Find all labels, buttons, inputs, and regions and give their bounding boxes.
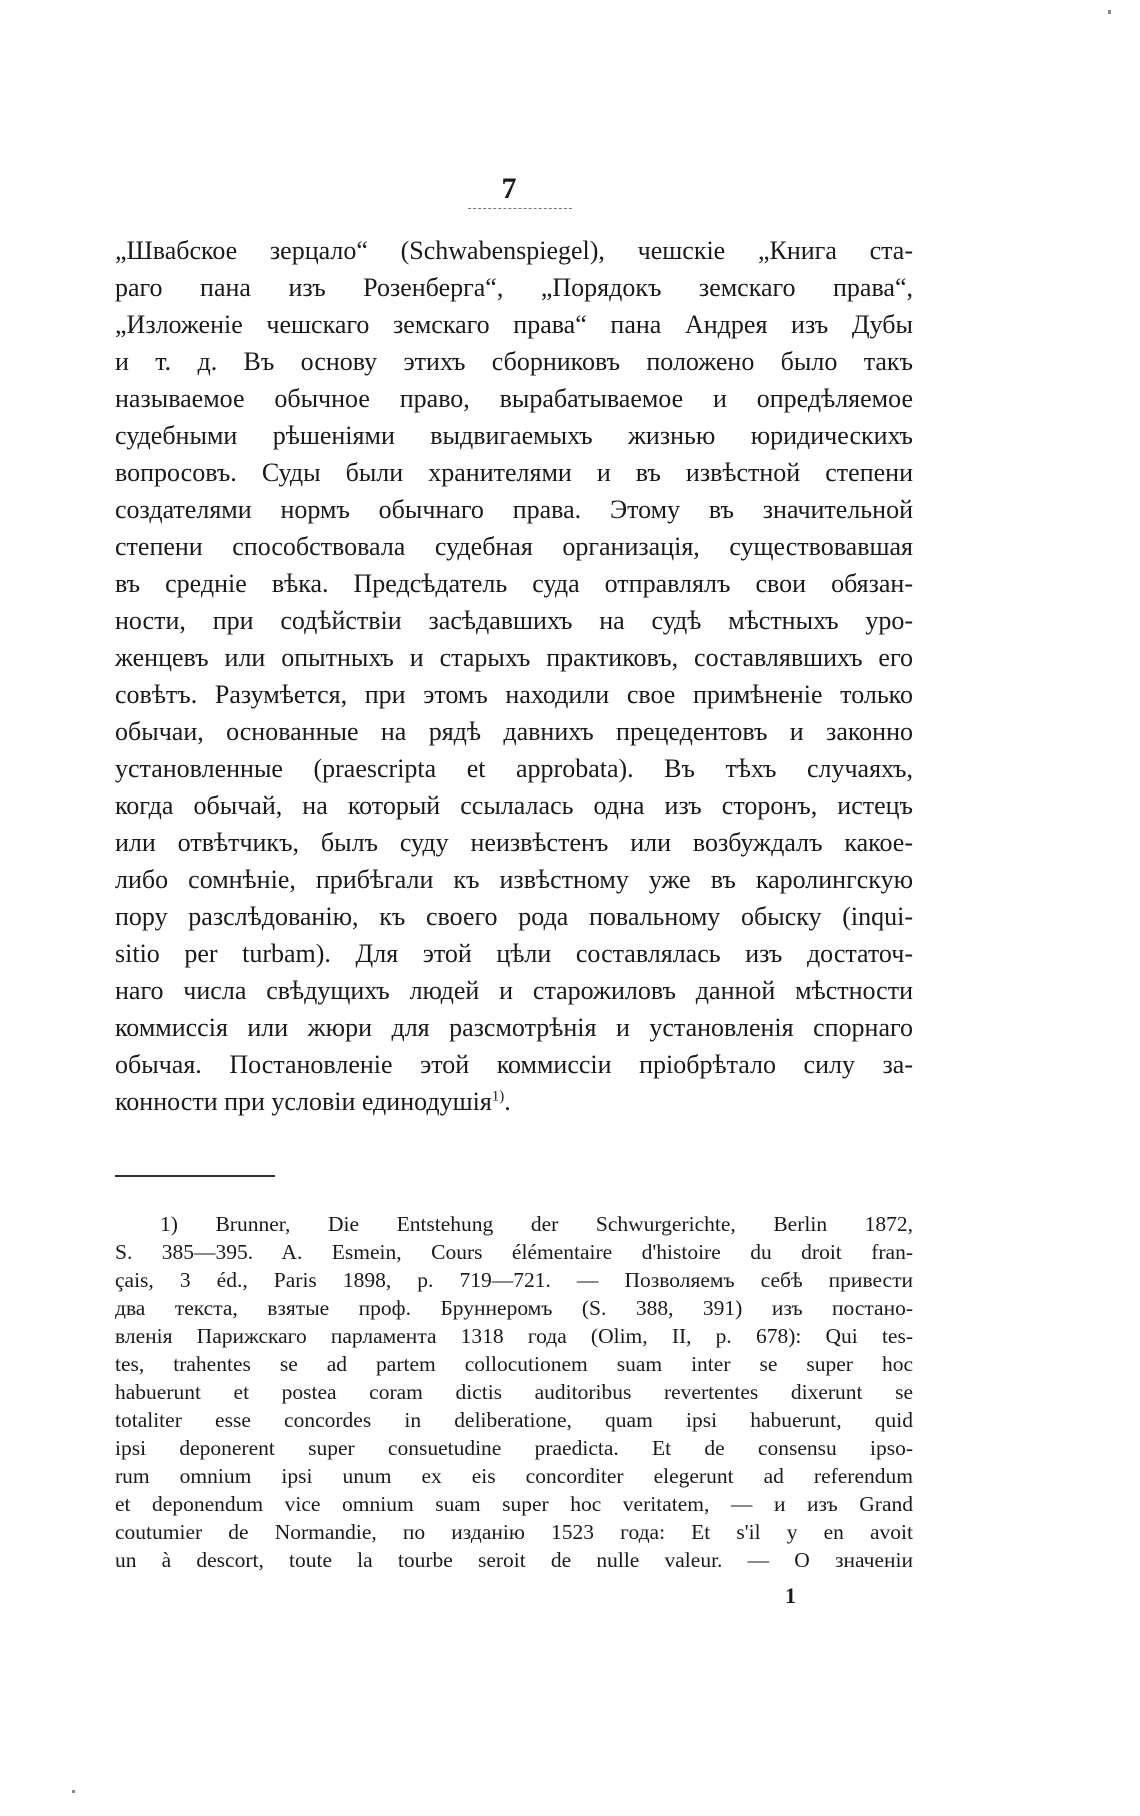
footnote-line: et deponendum vice omnium suam super hoc veritatem, — и изъ Grand <box>115 1492 913 1516</box>
footnote-line: un à descort, toute la tourbe seroit de nulle valeur. — О значеніи <box>115 1548 913 1572</box>
text-line: раго пана изъ Розенберга“, „Порядокъ земскаго права“, <box>115 273 913 302</box>
footnote-line: вленія Парижскаго парламента 1318 года (Olim, II, p. 678): Qui tes- <box>115 1324 913 1348</box>
text-line: вопросовъ. Суды были хранителями и въ извѣстной степени <box>115 458 913 487</box>
text-line: судебными рѣшеніями выдвигаемыхъ жизнью юридическихъ <box>115 421 913 450</box>
footnote-line: tes, trahentes se ad partem collocutionem suam inter se super hoc <box>115 1352 913 1376</box>
scan-speck <box>1108 10 1111 14</box>
text-line: совѣтъ. Разумѣется, при этомъ находили свое примѣненіе только <box>115 680 913 709</box>
text-line: называемое обычное право, вырабатываемое и опредѣляемое <box>115 384 913 413</box>
text-line: „Швабское зерцало“ (Schwabenspiegel), чешскіе „Книга ста- <box>115 236 913 265</box>
signature-mark: 1 <box>785 1583 796 1608</box>
text-line: установленные (praescripta et approbata). Въ тѣхъ случаяхъ, <box>115 754 913 783</box>
text-line: ности, при содѣйствіи засѣдавшихъ на судѣ мѣстныхъ уро- <box>115 606 913 635</box>
text-line: когда обычай, на который ссылалась одна изъ сторонъ, истецъ <box>115 791 913 820</box>
text-line-last <box>115 1087 913 1117</box>
scan-speck <box>72 1790 75 1793</box>
footnote-line: totaliter esse concordes in deliberatione, quam ipsi habuerunt, quid <box>115 1408 913 1432</box>
footnote-line: ipsi deponerent super consuetudine praedicta. Et de consensu ipso- <box>115 1436 913 1460</box>
footnote-line: 1) Brunner, Die Entstehung der Schwurgerichte, Berlin 1872, <box>160 1212 913 1236</box>
footnote-line: два текста, взятые проф. Бруннеромъ (S. 388, 391) изъ постано- <box>115 1296 913 1320</box>
footnote-line: rum omnium ipsi unum ex eis concorditer elegerunt ad referendum <box>115 1464 913 1488</box>
footnote-separator <box>115 1175 275 1177</box>
footnote-line: S. 385—395. A. Esmein, Cours élémentaire d'histoire du droit fran- <box>115 1240 913 1264</box>
text-line: пору разслѣдованію, къ своего рода повальному обыску (inqui- <box>115 902 913 931</box>
text-line: обычаи, основанные на рядѣ давнихъ прецедентовъ и законно <box>115 717 913 746</box>
footnote-line: coutumier de Normandie, по изданію 1523 года: Et s'il y en avoit <box>115 1520 913 1544</box>
text-line: наго числа свѣдущихъ людей и старожиловъ данной мѣстности <box>115 976 913 1005</box>
page-number: 7 <box>501 172 517 205</box>
text-line: и т. д. Въ основу этихъ сборниковъ положено было такъ <box>115 347 913 376</box>
text-line: создателями нормъ обычнаго права. Этому въ значительной <box>115 495 913 524</box>
text-line: sitio per turbam). Для этой цѣли составлялась изъ достаточ- <box>115 939 913 968</box>
text-fragment: . <box>504 1087 511 1116</box>
text-line: либо сомнѣніе, прибѣгали къ извѣстному уже въ каролингскую <box>115 865 913 894</box>
text-line: обычая. Постановленіе этой коммиссіи пріобрѣтало силу за- <box>115 1050 913 1079</box>
text-line: коммиссія или жюри для разсмотрѣнія и установленія спорнаго <box>115 1013 913 1042</box>
text-line: степени способствовала судебная организація, существовавшая <box>115 532 913 561</box>
text-fragment: конности при условіи единодушія <box>115 1087 492 1116</box>
footnote-reference: 1) <box>491 1088 505 1105</box>
text-line: „Изложеніе чешскаго земскаго права“ пана Андрея изъ Дубы <box>115 310 913 339</box>
footnote-line: habuerunt et postea coram dictis auditoribus revertentes dixerunt se <box>115 1380 913 1404</box>
text-line: женцевъ или опытныхъ и старыхъ практиковъ, составлявшихъ его <box>115 643 913 672</box>
header-rule <box>468 208 572 209</box>
text-line: въ средніе вѣка. Предсѣдатель суда отправлялъ свои обязан- <box>115 569 913 598</box>
footnote-line: çais, 3 éd., Paris 1898, p. 719—721. — Позволяемъ себѣ привести <box>115 1268 913 1292</box>
text-line: или отвѣтчикъ, былъ суду неизвѣстенъ или возбуждалъ какое- <box>115 828 913 857</box>
